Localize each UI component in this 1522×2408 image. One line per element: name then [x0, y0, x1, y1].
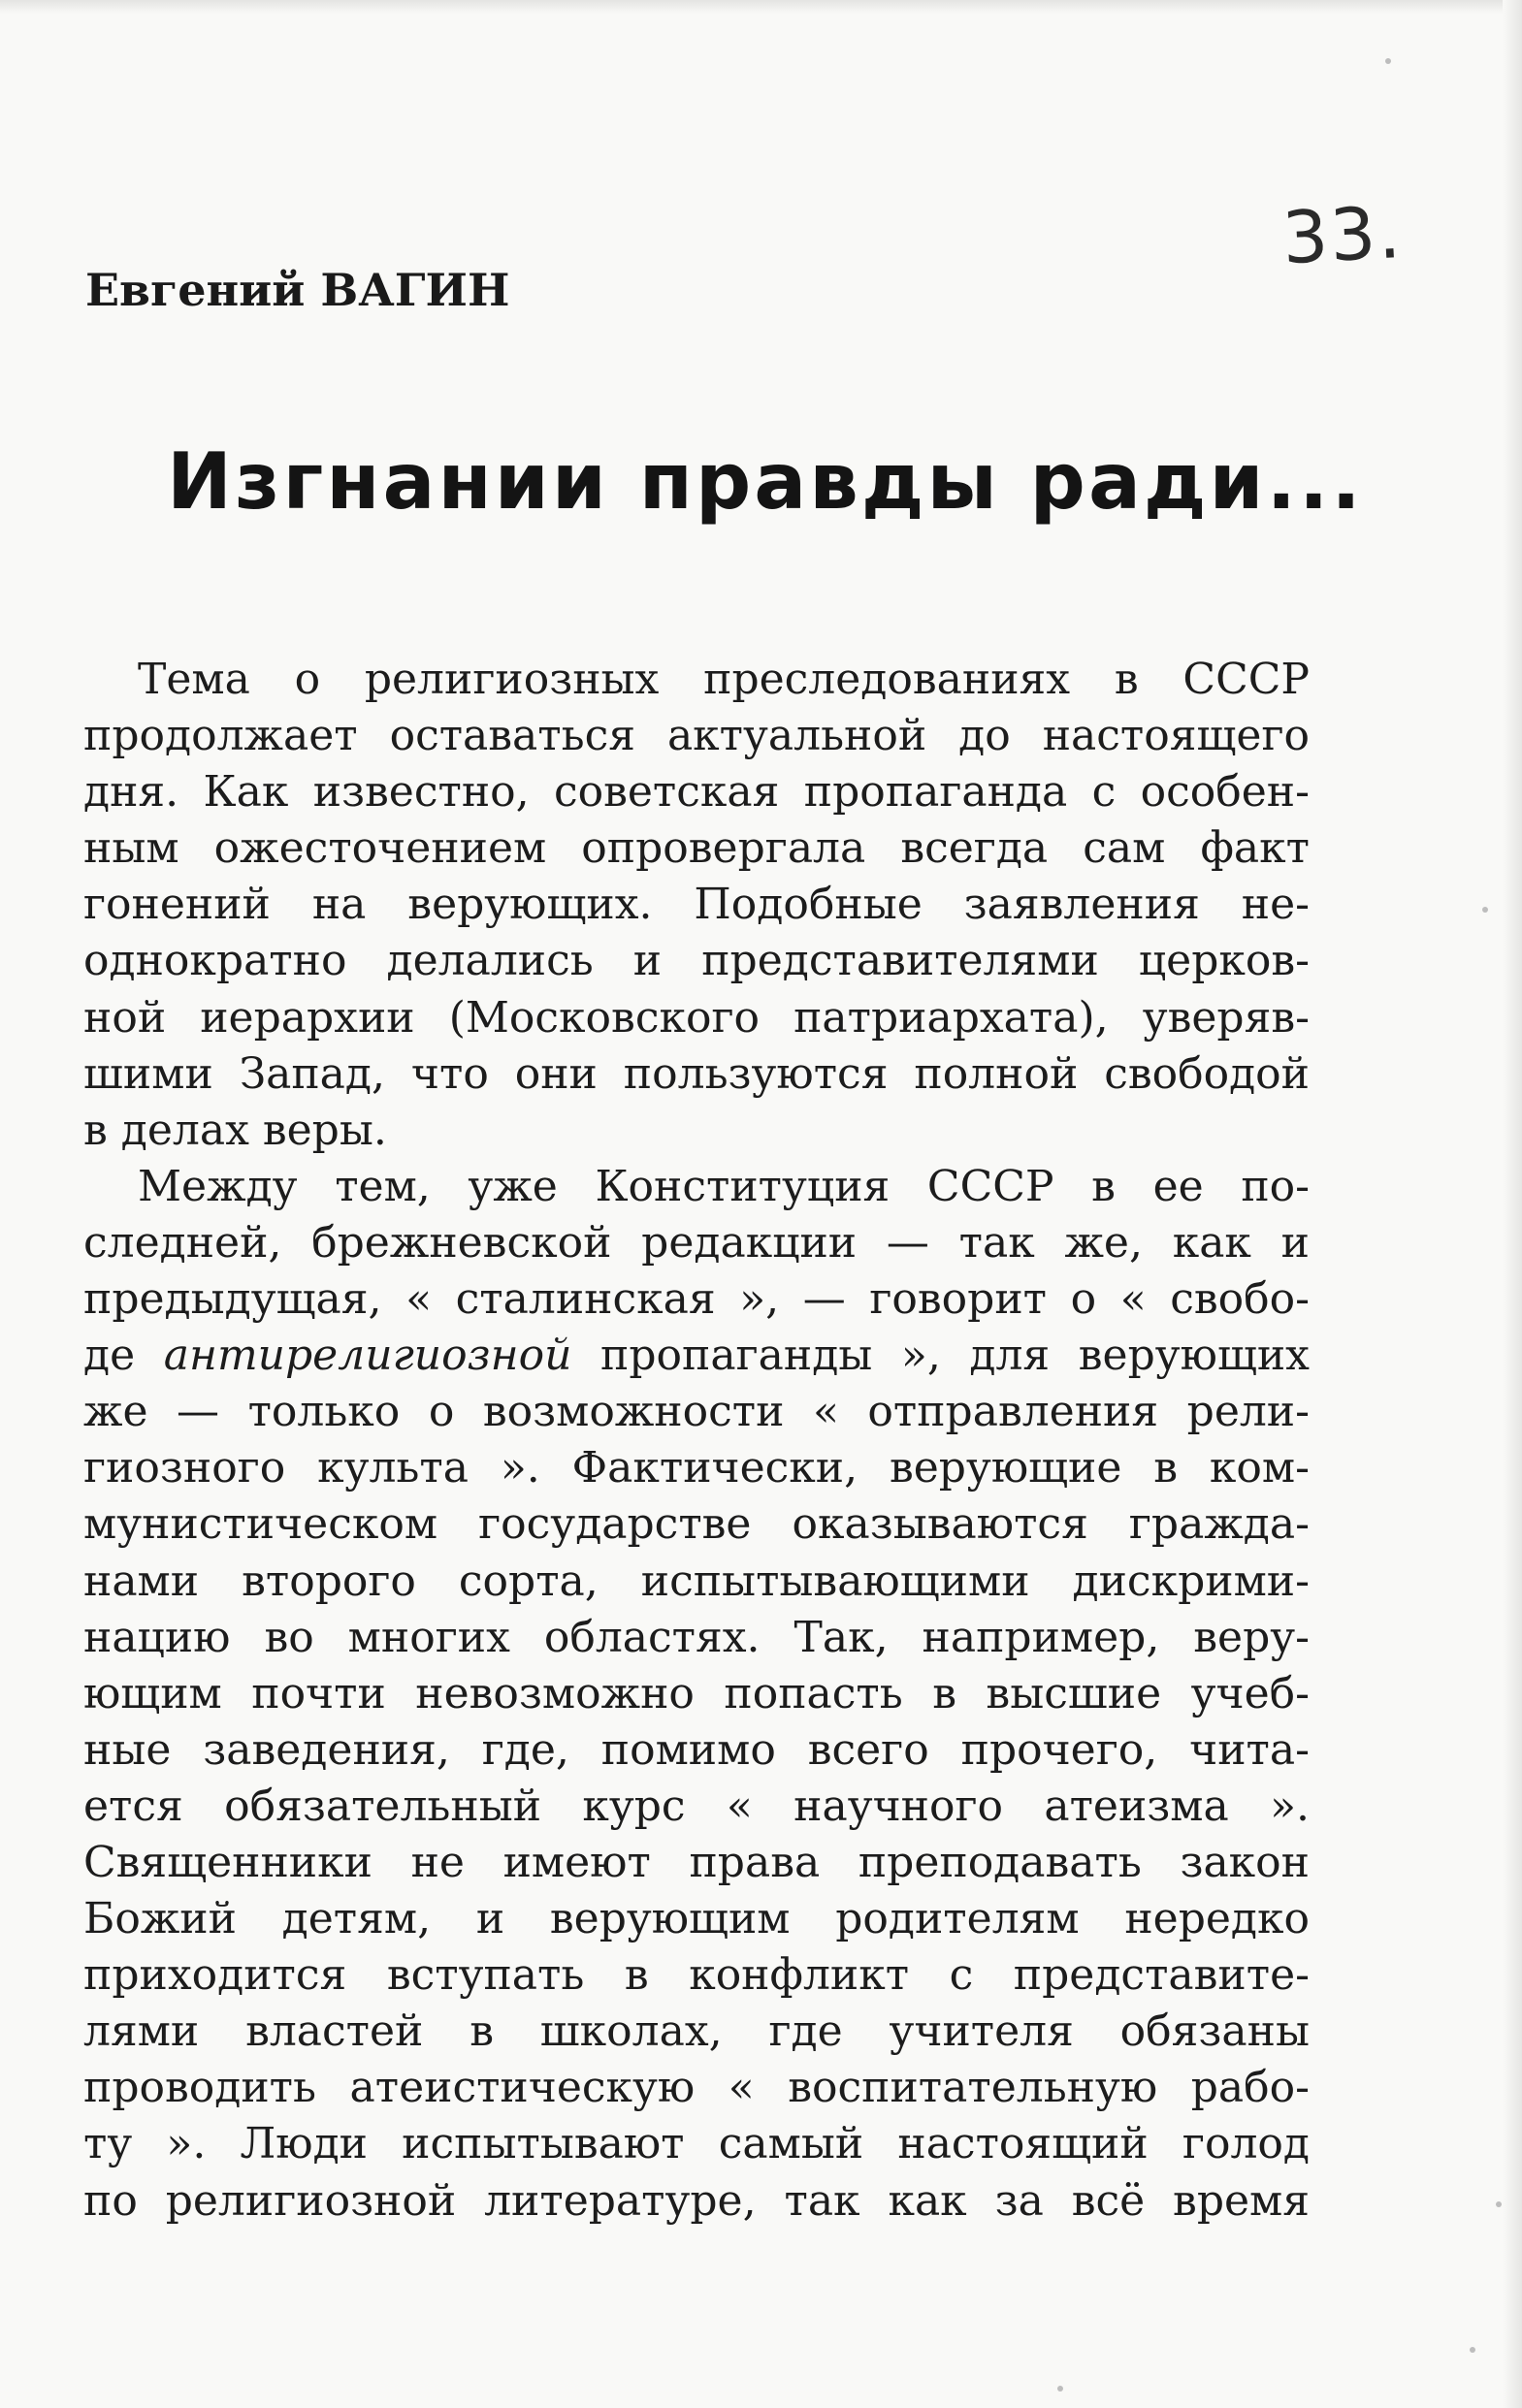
text-line: Божий детям, и верующим родителям нередко	[83, 1894, 1310, 1944]
scan-speck	[1482, 907, 1488, 913]
article-body	[83, 652, 1310, 2230]
text-line: ется обязательный курс « научного атеизма ».	[83, 1781, 1310, 1831]
text-line: нами второго сорта, испытывающими дискрими-	[83, 1556, 1310, 1606]
scan-speck	[1385, 58, 1391, 64]
article-title: Изгнании правды ради...	[167, 436, 1364, 527]
text-line: ту ». Люди испытывают самый настоящий голод	[83, 2119, 1310, 2169]
text-line: в делах веры.	[83, 1105, 387, 1155]
text-line-with-italic	[83, 1328, 1310, 1384]
text-line: приходится вступать в конфликт с представите-	[83, 1950, 1310, 2001]
text-line: ным ожесточением опровергала всегда сам факт	[83, 823, 1310, 874]
scan-speck	[1470, 2347, 1475, 2353]
text-line: ные заведения, где, помимо всего прочего, чита-	[83, 1724, 1310, 1775]
text-line: однократно делались и представителями церков-	[83, 936, 1310, 986]
page-top-edge	[0, 0, 1522, 14]
text-line: по религиозной литературе, так как за всё время	[83, 2175, 1310, 2226]
text-line: Тема о религиозных преследованиях в СССР	[138, 655, 1310, 704]
text-line: Священники не имеют права преподавать закон	[83, 1837, 1310, 1887]
text-line: предыдущая, « сталинская », — говорит о « свобо-	[83, 1274, 1310, 1325]
page-right-edge	[1503, 0, 1522, 2408]
text-fragment: де	[83, 1331, 164, 1381]
scan-speck	[1496, 2201, 1502, 2207]
text-line: гиозного культа ». Фактически, верующие в ком-	[83, 1443, 1310, 1493]
handwritten-page-number: 33.	[1279, 190, 1405, 281]
text-line: гонений на верующих. Подобные заявления не-	[83, 880, 1310, 930]
text-line: шими Запад, что они пользуются полной свободой	[83, 1048, 1310, 1099]
text-fragment: пропаганды », для верующих	[571, 1331, 1311, 1381]
text-line: ной иерархии (Московского патриархата), уверяв-	[83, 992, 1310, 1043]
text-line: мунистическом государстве оказываются гражда-	[83, 1499, 1310, 1550]
text-line: нацию во многих областях. Так, например, веру-	[83, 1612, 1310, 1662]
text-line: лями властей в школах, где учителя обязаны	[83, 2007, 1310, 2057]
text-line: следней, брежневской редакции — так же, как и	[83, 1217, 1310, 1268]
text-line: проводить атеистическую « воспитательную рабо-	[83, 2063, 1310, 2113]
text-line: же — только о возможности « отправления рели-	[83, 1387, 1310, 1437]
author-name: Евгений ВАГИН	[85, 264, 510, 316]
text-line: продолжает оставаться актуальной до настоящего	[83, 711, 1310, 761]
text-line: Между тем, уже Конституция СССР в ее по-	[138, 1161, 1310, 1211]
italic-word: антирелигиозной	[163, 1331, 572, 1381]
scan-speck	[1057, 2386, 1063, 2392]
text-line: ющим почти невозможно попасть в высшие учеб-	[83, 1668, 1310, 1718]
text-line: дня. Как известно, советская пропаганда с особен-	[83, 767, 1310, 818]
